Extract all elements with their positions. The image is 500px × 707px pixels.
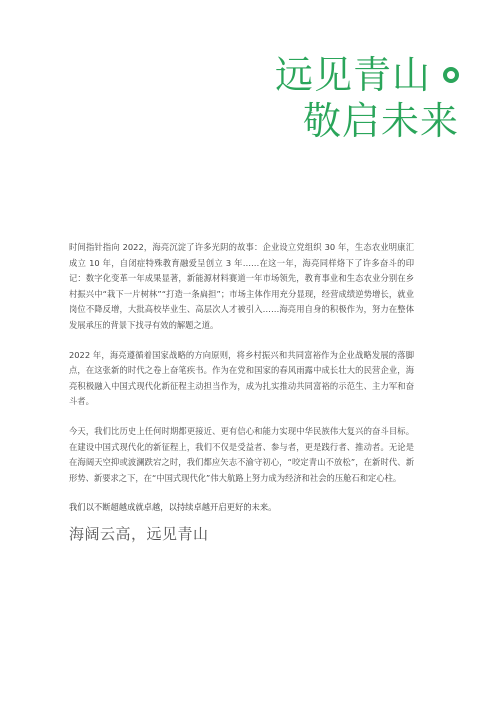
closing-line: 我们以不断超越成就卓越，以持续卓越开启更好的未来。 <box>69 502 277 513</box>
circle-icon <box>443 67 459 83</box>
paragraph-1: 时间指针指向 2022，海亮沉淀了许多光阴的故事：企业设立党组织 30 年，生态农业明康汇成立 10 年，自闭症特殊教育融爱呈创立 3 年……在这一年，海亮同样烙下了许多奋斗的印记：数字化变革一年成果显著，新能源材料赛道一年市场领先，教育事业和生态农业分别在乡村振兴中“栽下一片树林”“打造一条扁担”；市场主体作用充分显现，经营成绩逆势增长，就业岗位不降反增，大批高校毕业生、高层次人才被引入……海亮用自身的积极作为，努力在整体发展承压的背景下找寻有效的解题之道。 <box>69 242 414 330</box>
paragraph-3: 今天，我们比历史上任何时期都更接近、更有信心和能力实现中华民族伟大复兴的奋斗目标。在建设中国式现代化的新征程上，我们不仅是受益者、参与者，更是践行者、推动者。无论是在海阔天空抑或波澜跌宕之时，我们都应矢志不渝守初心，“咬定青山不放松”，在新时代、新形势、新要求之下，在“中国式现代化”伟大航路上努力成为经济和社会的压舱石和定心柱。 <box>69 425 414 483</box>
title-block <box>275 52 459 144</box>
slogan: 海阔云高，远见青山 <box>69 525 209 544</box>
paragraph-2: 2022 年，海亮遵循着国家战略的方向原则，将乡村振兴和共同富裕作为企业战略发展的落脚点，在这张新的时代之卷上奋笔疾书。作为在党和国家的春风雨露中成长壮大的民营企业，海亮积极融入中国式现代化新征程主动担当作为，成为扎实推动共同富裕的示范生、主力军和奋斗者。 <box>69 349 414 407</box>
body-content <box>69 240 414 544</box>
title-line-1: 远见青山 <box>274 53 431 97</box>
title-line-2: 敬启未来 <box>302 99 459 143</box>
